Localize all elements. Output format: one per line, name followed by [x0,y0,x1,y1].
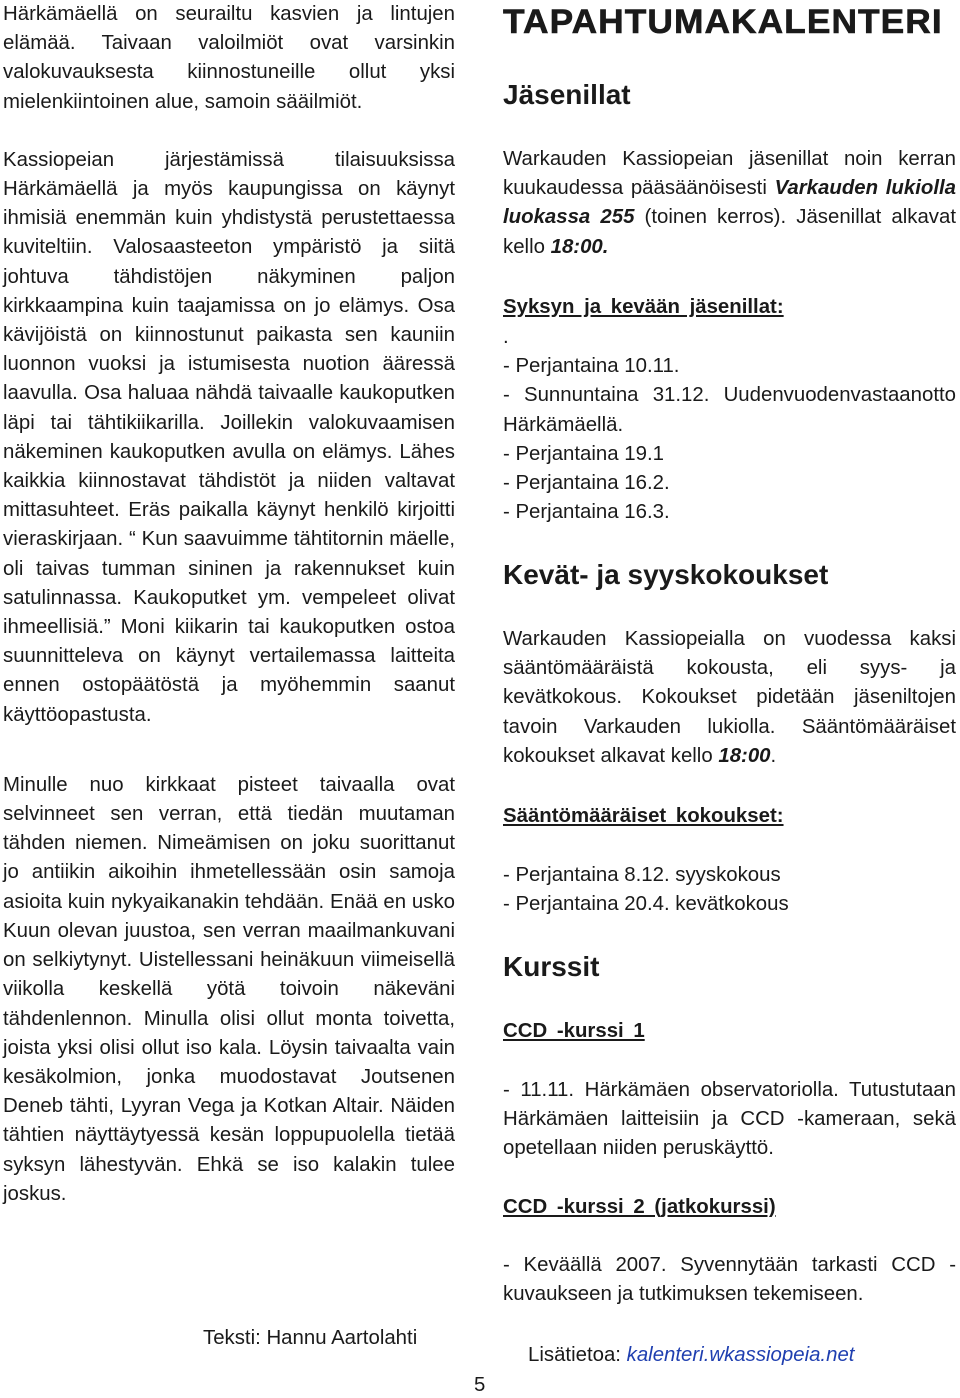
course-2-text: - Keväällä 2007. Syvennytään tarkasti CCD -kuvaukseen ja tutkimuksen tekemiseen. [503,1254,956,1306]
article-paragraph-2: Kassiopeian järjestämissä tilaisuuksissa Härkämäellä ja myös kaupungissa on käynyt ihmisiä enemmän kuin yhdistystä perustettaessa kuviteltiin. Valosaasteeton ympäristö ja siitä johtuva tähdistöjen näkyminen paljon kirkkaampina kuin taajamissa on jo elämys. Osa kävijöistä on kiinnostunut paikasta sen kauniin luonnon vuoksi ja istumisesta nuotion ääressä laavulla. Osa haluaa nähdä taivaalle kaukoputken läpi tai tähtikiikarilla. Joillekin valokuvaamisen näkeminen kaukoputken avulla on elämys. Lähes kaikkia kiinnostavat tähdistöt ja niiden valtavat mittasuhteet. Eräs paikalla käynyt henkilö kirjoitti vieraskirjaan. “ Kun saavuimme tähtitornin mäelle, oli taivas tumman sininen ja rakennukset kuin satulinnassa. Kaukoputket ym. vempeleet olivat ihmeellisiä.” Moni kiikarin tai kaukoputken ostoa suunnitteleva on käynyt vertailemassa laitteita ennen ostopäätöstä ja myöhemmin saanut käyttöopastusta. [3,148,455,726]
course-2-heading: CCD -kurssi 2 (jatkokurssi) [503,1196,776,1218]
section-heading-kurssit: Kurssit [503,951,600,982]
section-heading-jasenillat: Jäsenillat [503,79,631,110]
list-item: - Perjantaina 10.11. [503,355,680,378]
kokoukset-time: 18:00 [718,744,771,767]
article-credit: Teksti: Hannu Aartolahti [203,1327,418,1349]
list-item: - Sunnuntaina 31.12. Uudenvuodenvastaanotto Härkämäellä. [503,384,956,436]
left-column [3,0,455,1209]
jasenillat-date-list [503,323,956,527]
more-info [528,1342,854,1368]
kokoukset-text-a: Warkauden Kassiopeialla on vuodessa kaksi sääntömääräistä kokousta, eli syys- ja kevätkokous. Kokoukset pidetään jäseniltojen tavoin Varkauden lukiolla. Sääntömääräiset kokoukset alkavat kello [503,628,956,767]
list-item: - Perjantaina 8.12. syyskokous [503,864,781,886]
section-heading-kokoukset: Kevät- ja syyskokoukset [503,559,829,590]
more-info-label: Lisätietoa: [528,1344,627,1366]
subheading-kokoukset-dates: Sääntömääräiset kokoukset: [503,805,784,827]
page-number: 5 [474,1374,486,1396]
list-item: - Perjantaina 20.4. kevätkokous [503,893,789,916]
article-paragraph-3: Minulle nuo kirkkaat pisteet taivaalla ovat selvinneet sen verran, että tiedän muutaman tähden niemen. Nimeämisen on joku suorittanut jo antiikin aikoihin ihmetellessään osin samoja asioita kuin nykyaikanakin tehdään. Enää en usko Kuun olevan juustoa, sen verran maailmankuvani on selkiytynyt. Uistellessani heinäkuun viimeisellä viikolla keskellä yötä toivoin näkeväni tähdenlennon. Minulla olisi ollut monta toivetta, joista yksi olisi ollut iso kala. Löysin taivaalta vain kesäkolmion, jonka muodostavat Joutsenen Deneb tähti, Lyyran Vega ja Kotkan Altair. Näiden tähtien näyttäytyessä kesän loppupuolella tietää syksyn lähestyvän. Ehkä se iso kalakin tulee joskus. [3,773,455,1205]
jasenillat-location: Varkauden lukiolla luokassa 255 [503,177,956,229]
jasenillat-time: 18:00. [550,235,609,258]
kokoukset-date-list [503,861,956,919]
list-item: . [503,326,509,348]
page-title: TAPAHTUMAKALENTERI [503,3,943,41]
kokoukset-text-end: . [770,744,777,767]
kokoukset-text [503,625,956,771]
list-item: - Perjantaina 16.2. [503,472,670,495]
subheading-jasenillat-dates: Syksyn ja kevään jäsenillat: [503,296,784,318]
list-item: - Perjantaina 19.1 [503,442,664,465]
more-info-link[interactable]: kalenteri.wkassiopeia.net [626,1344,855,1366]
article-paragraph-1: Härkämäellä on seurailtu kasvien ja lintujen elämää. Taivaan valoilmiöt ovat varsinkin valokuvauksesta kiinnostuneille ollut yksi mielenkiintoinen alue, samoin sääilmiöt. [3,3,455,113]
jasenillat-text [503,145,956,262]
jasenillat-text-c: (toinen kerros). Jäsenillat alkavat kello [503,206,957,258]
course-1-text: - 11.11. Härkämäen observatoriolla. Tutustutaan Härkämäen laitteisiin ja CCD -kameraan, sekä opetellaan niiden peruskäyttö. [503,1079,956,1160]
jasenillat-text-a: Warkauden Kassiopeian jäsenillat noin kerran kuukaudessa pääsäänöisesti [503,148,956,200]
course-1-heading: CCD -kurssi 1 [503,1020,645,1042]
list-item: - Perjantaina 16.3. [503,501,670,524]
